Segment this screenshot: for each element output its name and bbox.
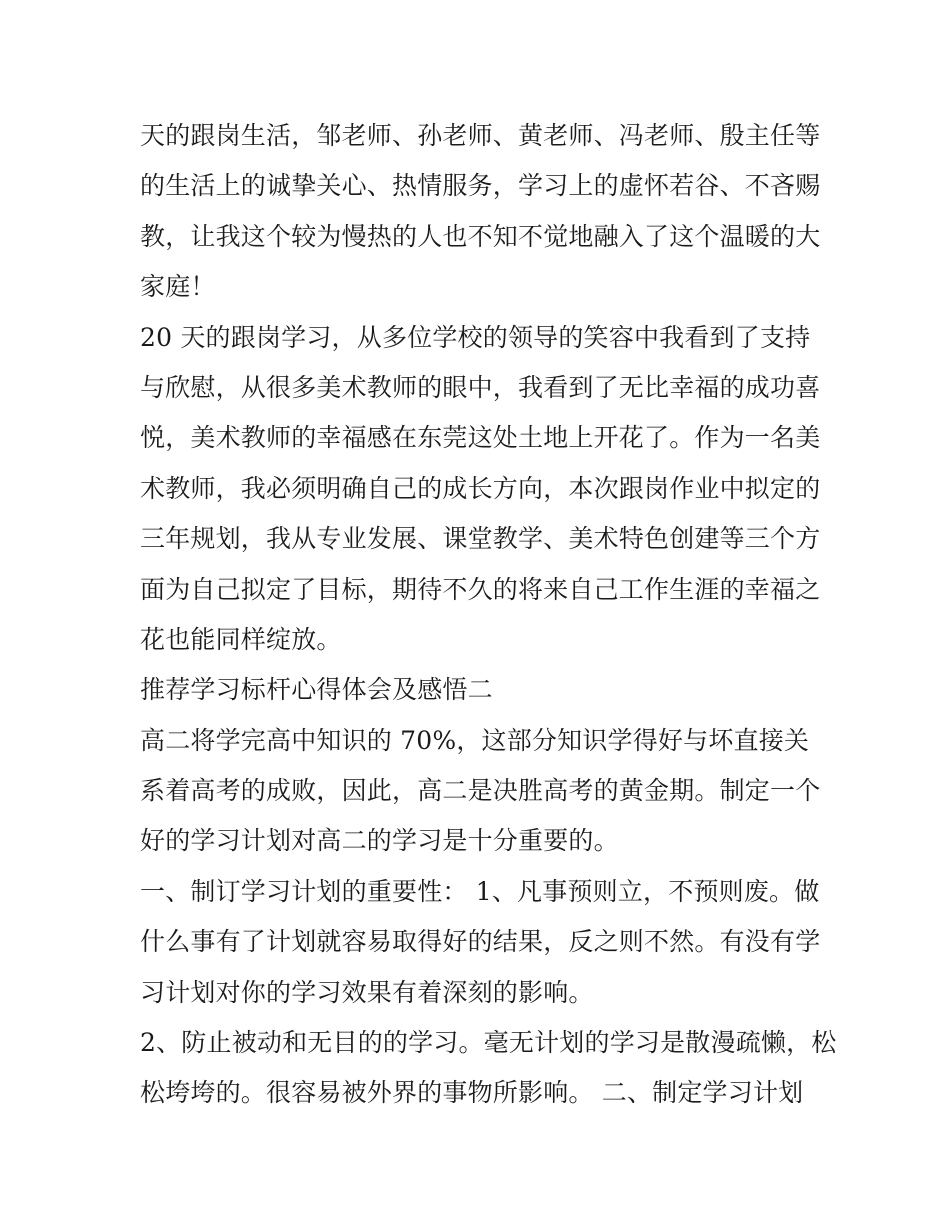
text-line: 术教师，我必须明确自己的成长方向，本次跟岗作业中拟定的	[140, 473, 821, 503]
section-heading: 推荐学习标杆心得体会及感悟二	[140, 675, 493, 705]
text-line: 悦，美术教师的幸福感在东莞这处土地上开花了。作为一名美	[140, 423, 821, 453]
text-line: 松垮垮的。很容易被外界的事物所影响。 二、制定学习计划	[140, 1078, 804, 1108]
text-line: 与欣慰，从很多美术教师的眼中，我看到了无比幸福的成功喜	[140, 372, 821, 402]
text-line: 20 天的跟岗学习，从多位学校的领导的笑容中我看到了支持	[140, 322, 811, 352]
text-line: 2、防止被动和无目的的学习。毫无计划的学习是散漫疏懒，松	[140, 1028, 837, 1058]
text-line: 什么事有了计划就容易取得好的结果，反之则不然。有没有学	[140, 927, 821, 957]
text-line: 家庭！	[140, 272, 216, 302]
text-line: 一、制订学习计划的重要性： 1、凡事预则立，不预则废。做	[140, 876, 820, 906]
document-body	[140, 111, 837, 1119]
text-line: 高二将学完高中知识的 70%，这部分知识学得好与坏直接关	[140, 725, 810, 755]
text-line: 习计划对你的学习效果有着深刻的影响。	[140, 977, 594, 1007]
text-line: 天的跟岗生活，邹老师、孙老师、黄老师、冯老师、殷主任等	[140, 121, 821, 150]
text-line: 系着高考的成败，因此，高二是决胜高考的黄金期。制定一个	[140, 776, 821, 806]
text-line: 面为自己拟定了目标，期待不久的将来自己工作生涯的幸福之	[140, 574, 821, 604]
text-line: 好的学习计划对高二的学习是十分重要的。	[140, 826, 619, 856]
text-line: 花也能同样绽放。	[140, 624, 342, 654]
text-line: 的生活上的诚挚关心、热情服务，学习上的虚怀若谷、不吝赐	[140, 171, 821, 201]
text-line: 三年规划，我从专业发展、课堂教学、美术特色创建等三个方	[140, 524, 821, 554]
text-line: 教，让我这个较为慢热的人也不知不觉地融入了这个温暖的大	[140, 221, 821, 251]
